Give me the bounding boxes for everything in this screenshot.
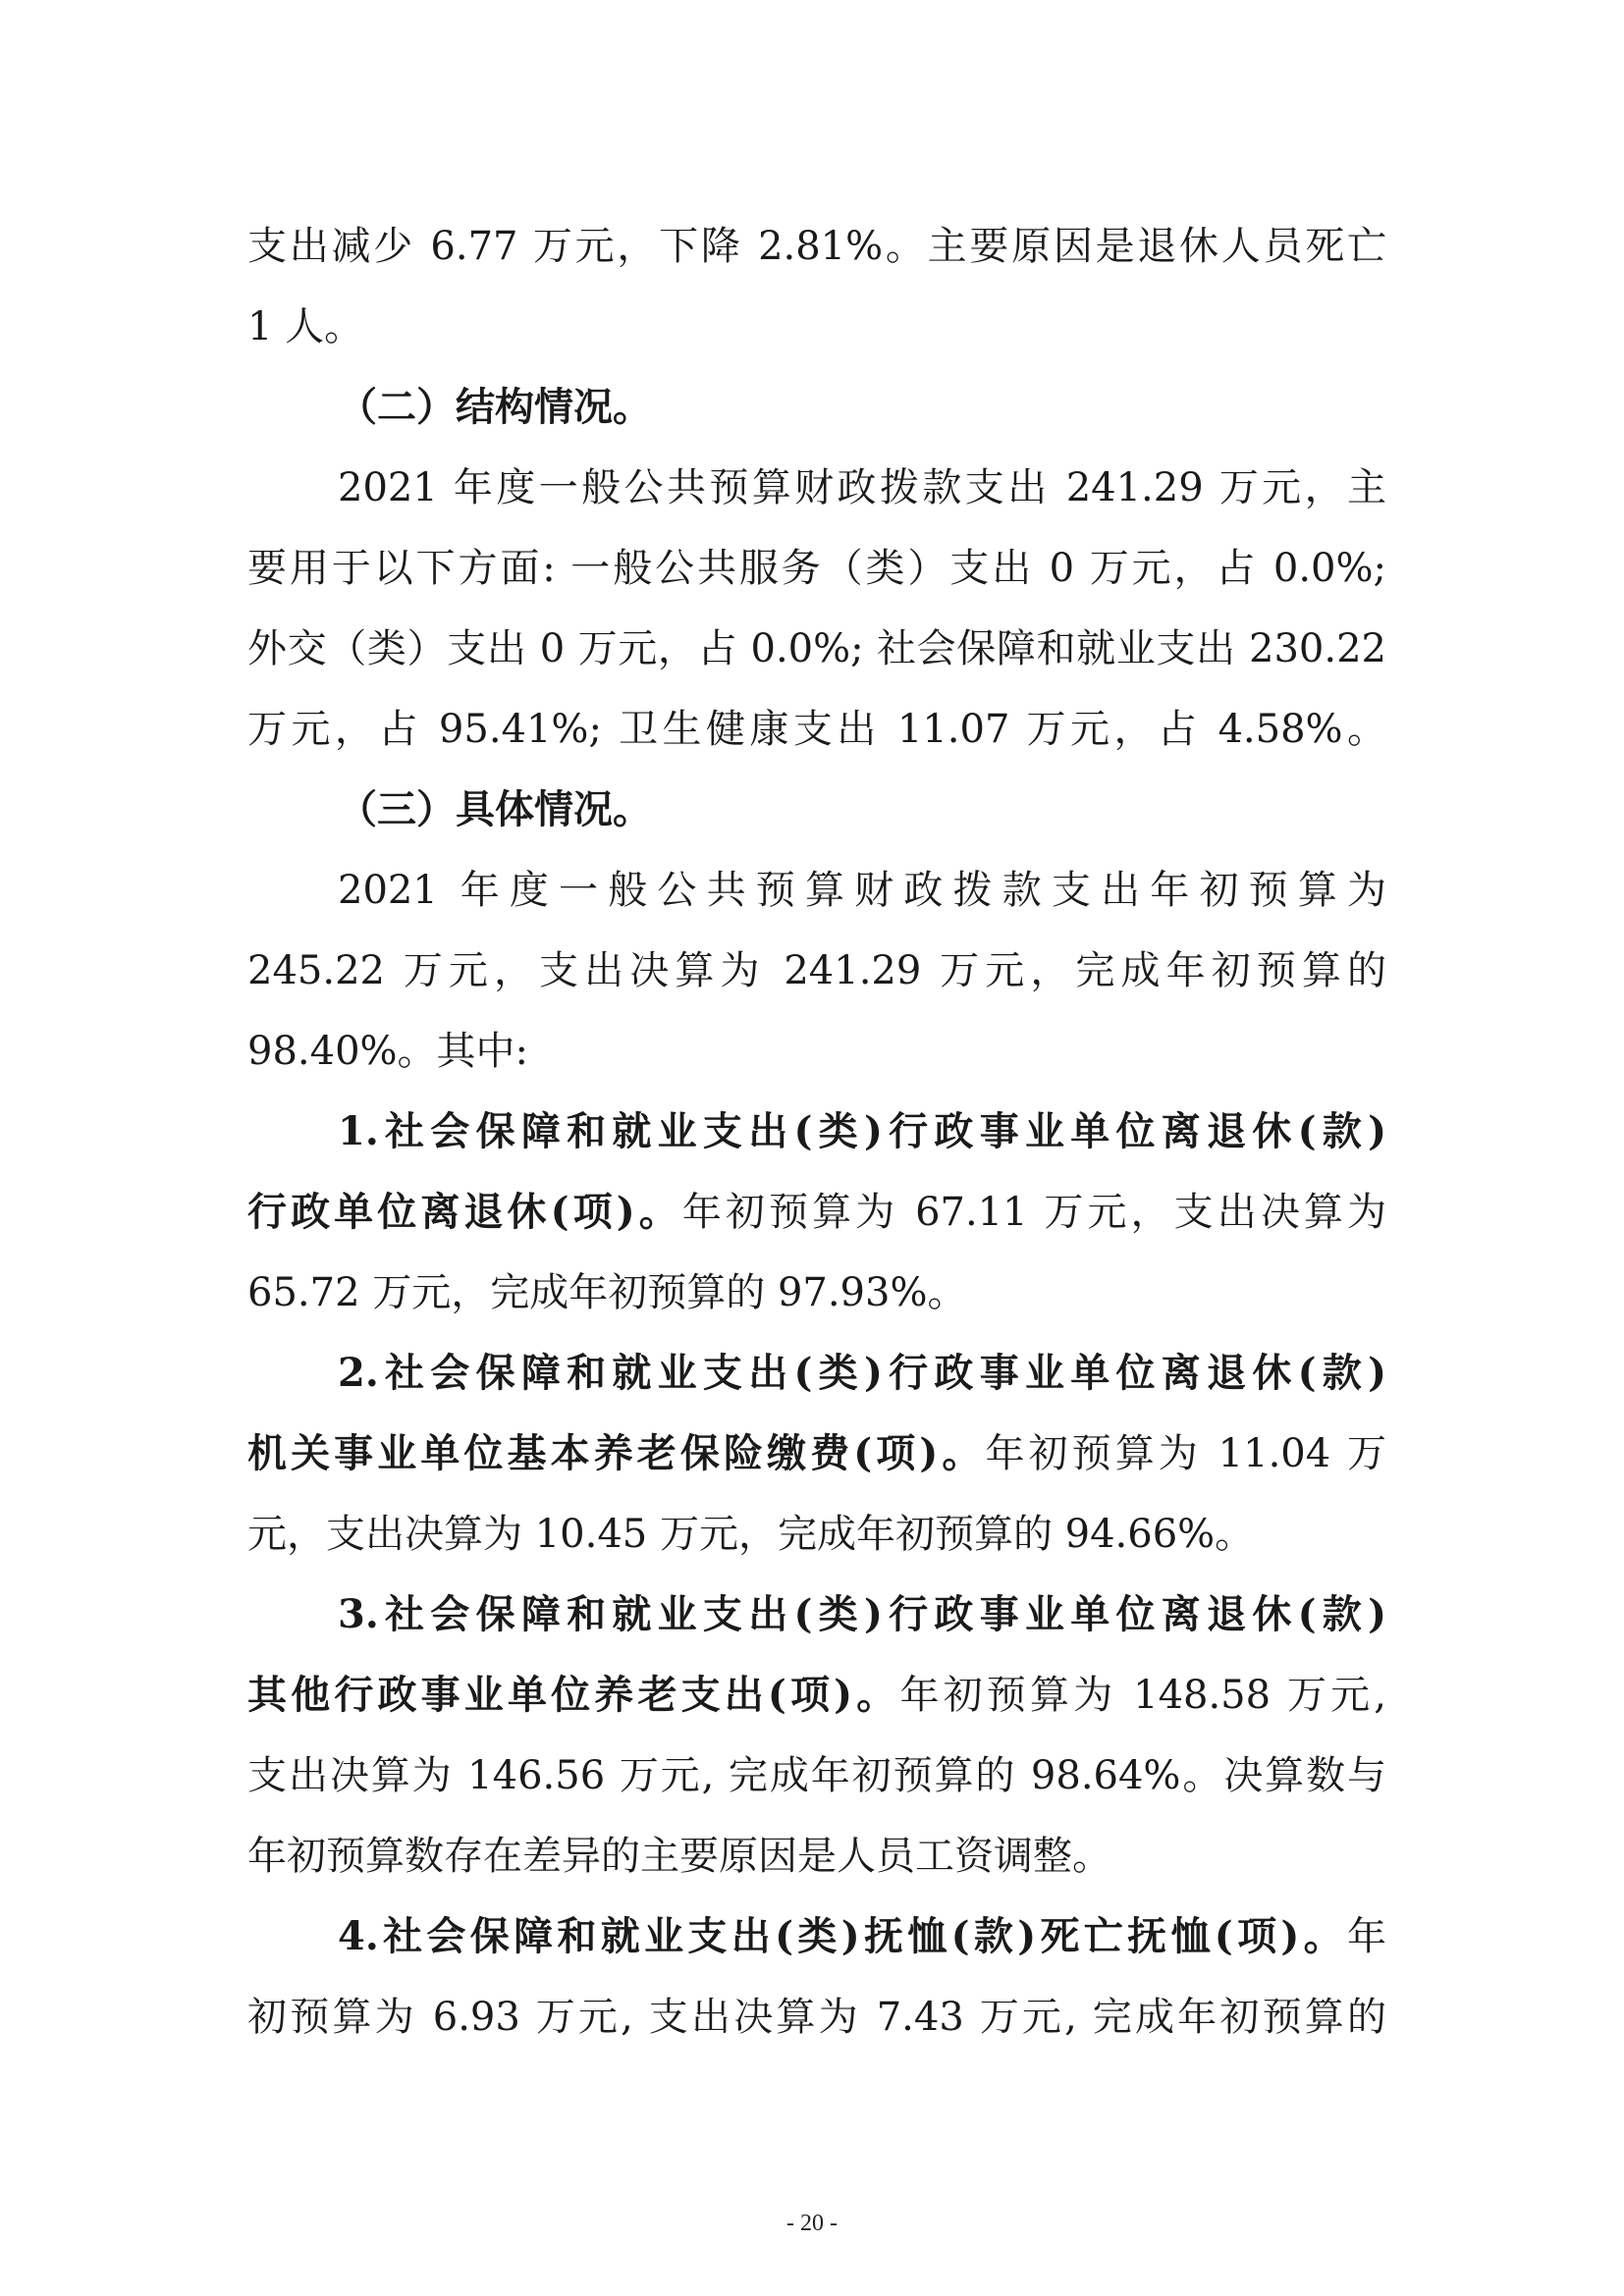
document-body (247, 206, 1386, 2057)
item-3-title: 3.社会保障和就业支出(类)行政事业单位离退休(款) (338, 1591, 1386, 1637)
item-1-text: 年初预算为 67.11 万元，支出决算为 (681, 1190, 1386, 1235)
paragraph-line: 65.72 万元，完成年初预算的 97.93%。 (247, 1270, 967, 1315)
paragraph-line: 万元，占 95.41%; 卫生健康支出 11.07 万元，占 4.58%。 (247, 707, 1386, 752)
paragraph-line: 年初预算数存在差异的主要原因是人员工资调整。 (247, 1834, 1111, 1879)
item-2-line (247, 1414, 1386, 1494)
item-3-line (247, 1655, 1386, 1735)
item-3-subtitle: 其他行政事业单位养老支出(项)。 (247, 1672, 900, 1718)
paragraph-line: 245.22 万元，支出决算为 241.29 万元，完成年初预算的 (247, 948, 1386, 993)
paragraph-line: 初预算为 6.93 万元, 支出决算为 7.43 万元, 完成年初预算的 (247, 1995, 1386, 2040)
item-2-title: 2.社会保障和就业支出(类)行政事业单位离退休(款) (338, 1350, 1386, 1396)
paragraph-line: 2021 年度一般公共预算财政拨款支出年初预算为 (338, 868, 1386, 913)
paragraph-line: 外交（类）支出 0 万元，占 0.0%; 社会保障和就业支出 230.22 (247, 626, 1386, 671)
section-heading-details: （三）具体情况。 (338, 786, 652, 832)
paragraph-line: 元，支出决算为 10.45 万元，完成年初预算的 94.66%。 (247, 1512, 1255, 1557)
item-4-line (247, 1896, 1386, 1977)
page-number: - 20 - (786, 2211, 838, 2236)
paragraph-line: 要用于以下方面: 一般公共服务（类）支出 0 万元，占 0.0%; (247, 546, 1386, 591)
item-1-title: 1.社会保障和就业支出(类)行政事业单位离退休(款) (338, 1108, 1386, 1154)
paragraph-line: 支出决算为 146.56 万元, 完成年初预算的 98.64%。决算数与 (247, 1753, 1386, 1798)
paragraph-line: 支出减少 6.77 万元，下降 2.81%。主要原因是退休人员死亡 (247, 224, 1386, 269)
item-3-text: 年初预算为 148.58 万元, (899, 1673, 1386, 1718)
item-1-line (247, 1172, 1386, 1253)
item-2-text: 年初预算为 11.04 万 (985, 1431, 1386, 1476)
paragraph-line: 1 人。 (247, 304, 364, 349)
section-heading-structure: （二）结构情况。 (338, 384, 652, 430)
paragraph-line: 2021 年度一般公共预算财政拨款支出 241.29 万元，主 (338, 465, 1386, 510)
item-2-subtitle: 机关事业单位基本养老保险缴费(项)。 (247, 1430, 986, 1476)
item-1-subtitle: 行政单位离退休(项)。 (247, 1189, 682, 1235)
item-4-title: 4.社会保障和就业支出(类)抚恤(款)死亡抚恤(项)。 (338, 1913, 1347, 1959)
item-4-text: 年 (1347, 1914, 1386, 1959)
paragraph-line: 98.40%。其中: (247, 1029, 528, 1074)
